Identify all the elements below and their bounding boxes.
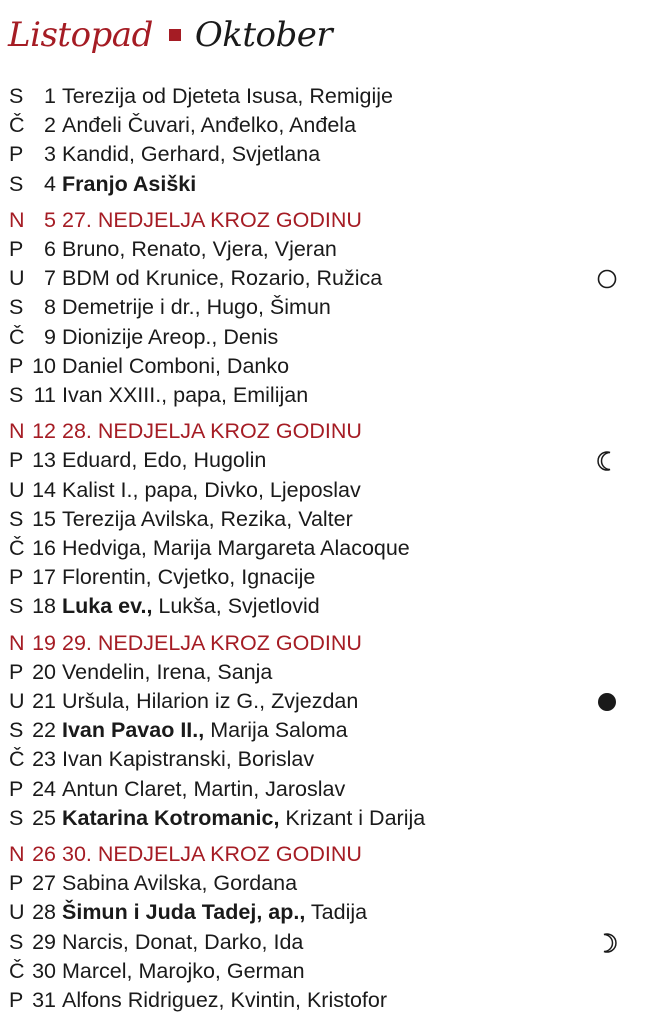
weekday-letter: U bbox=[9, 266, 25, 291]
day-number: 7 bbox=[44, 266, 56, 291]
weekday-letter: Č bbox=[9, 324, 25, 349]
first-quarter-moon-icon bbox=[596, 932, 618, 954]
day-number: 11 bbox=[33, 383, 56, 407]
names-text: 30. NEDJELJA KROZ GODINU bbox=[62, 842, 362, 866]
saint-names bbox=[62, 592, 320, 620]
feast-name-bold: Franjo Asiški bbox=[62, 171, 197, 196]
day-number: 27 bbox=[32, 871, 56, 896]
day-number: 23 bbox=[32, 747, 56, 772]
weekday-letter: P bbox=[9, 565, 24, 590]
names-text: 27. NEDJELJA KROZ GODINU bbox=[62, 207, 362, 232]
saint-names bbox=[62, 928, 303, 956]
names-text: Narcis, Donat, Darko, Ida bbox=[62, 929, 304, 954]
day-row bbox=[0, 898, 668, 926]
saint-names bbox=[62, 629, 362, 657]
weekday-letter: P bbox=[9, 988, 24, 1012]
names-text: Marcel, Marojko, German bbox=[62, 958, 305, 983]
saint-names bbox=[62, 804, 425, 832]
names-text: Antun Claret, Martin, Jaroslav bbox=[62, 776, 346, 801]
day-number: 5 bbox=[44, 207, 56, 232]
weekday-letter: N bbox=[9, 207, 25, 232]
month-title-croatian: Listopad bbox=[8, 15, 153, 55]
day-number: 24 bbox=[32, 776, 56, 801]
day-row bbox=[0, 957, 668, 985]
saint-names bbox=[62, 140, 320, 168]
day-number: 20 bbox=[32, 659, 56, 684]
day-row bbox=[0, 446, 668, 474]
day-number: 2 bbox=[44, 113, 56, 138]
day-number: 30 bbox=[32, 958, 56, 983]
weekday-letter: S bbox=[9, 383, 24, 407]
weekday-letter: Č bbox=[9, 958, 25, 983]
day-row bbox=[0, 658, 668, 686]
saint-names bbox=[62, 957, 305, 985]
day-number: 26 bbox=[32, 842, 56, 866]
saint-names bbox=[62, 505, 353, 533]
day-number: 8 bbox=[44, 295, 56, 320]
day-number: 19 bbox=[32, 630, 56, 655]
saint-names bbox=[62, 170, 196, 198]
day-row bbox=[0, 293, 668, 321]
day-row bbox=[0, 592, 668, 620]
day-number: 6 bbox=[44, 237, 56, 261]
day-row bbox=[0, 745, 668, 773]
day-row bbox=[0, 505, 668, 533]
weekday-letter: P bbox=[9, 237, 24, 261]
names-text: Tadija bbox=[305, 900, 368, 925]
weekday-letter: P bbox=[9, 776, 24, 801]
weekday-letter: N bbox=[9, 630, 25, 655]
names-text: Alfons Ridriguez, Kvintin, Kristofor bbox=[62, 988, 388, 1012]
sunday-row bbox=[0, 629, 668, 657]
names-text: Vendelin, Irena, Sanja bbox=[62, 659, 273, 684]
saint-names bbox=[62, 986, 387, 1014]
calendar-header bbox=[8, 10, 332, 60]
names-text: Ivan Kapistranski, Borislav bbox=[62, 747, 315, 772]
names-text: Demetrije i dr., Hugo, Šimun bbox=[62, 295, 331, 320]
day-row bbox=[0, 476, 668, 504]
names-text: Krizant i Darija bbox=[279, 805, 426, 830]
names-text: Terezija Avilska, Rezika, Valter bbox=[62, 506, 353, 531]
day-row bbox=[0, 323, 668, 351]
feast-name-bold: Ivan Pavao II., bbox=[62, 718, 205, 743]
weekday-letter: U bbox=[9, 900, 25, 925]
sunday-row bbox=[0, 840, 668, 868]
feast-name-bold: Katarina Kotromanic, bbox=[62, 805, 280, 830]
day-number: 3 bbox=[44, 142, 56, 167]
saint-names bbox=[62, 869, 297, 897]
saint-names bbox=[62, 352, 289, 380]
day-row bbox=[0, 111, 668, 139]
saint-names bbox=[62, 476, 361, 504]
weekday-letter: N bbox=[9, 842, 25, 866]
names-text: Lukša, Svjetlovid bbox=[152, 594, 320, 619]
full-moon-icon bbox=[596, 268, 618, 290]
saint-names bbox=[62, 840, 362, 868]
saint-names bbox=[62, 898, 367, 926]
names-text: Uršula, Hilarion iz G., Zvjezdan bbox=[62, 689, 359, 713]
separator-square-icon bbox=[169, 29, 181, 41]
feast-name-bold: Luka ev., bbox=[62, 594, 153, 619]
names-text: Bruno, Renato, Vjera, Vjeran bbox=[62, 237, 337, 261]
day-number: 22 bbox=[32, 718, 56, 743]
names-text: Sabina Avilska, Gordana bbox=[62, 871, 298, 896]
day-row bbox=[0, 869, 668, 897]
weekday-letter: P bbox=[9, 659, 24, 684]
names-text: Ivan XXIII., papa, Emilijan bbox=[62, 383, 309, 407]
day-row bbox=[0, 986, 668, 1014]
weekday-letter: S bbox=[9, 171, 24, 196]
names-text: Eduard, Edo, Hugolin bbox=[62, 448, 267, 473]
names-text: Florentin, Cvjetko, Ignacije bbox=[62, 565, 316, 590]
weekday-letter: S bbox=[9, 506, 24, 531]
weekday-letter: Č bbox=[9, 536, 25, 560]
saint-names bbox=[62, 293, 331, 321]
saint-names bbox=[62, 658, 272, 686]
names-text: Kandid, Gerhard, Svjetlana bbox=[62, 142, 321, 167]
day-row bbox=[0, 716, 668, 744]
saint-names bbox=[62, 446, 266, 474]
weekday-letter: N bbox=[9, 419, 25, 444]
day-row bbox=[0, 928, 668, 956]
day-row bbox=[0, 140, 668, 168]
day-number: 15 bbox=[32, 506, 56, 531]
weekday-letter: S bbox=[9, 594, 24, 619]
names-text: Terezija od Djeteta Isusa, Remigije bbox=[62, 84, 394, 108]
day-number: 1 bbox=[44, 84, 56, 108]
saint-names bbox=[62, 264, 382, 292]
weekday-letter: Č bbox=[9, 113, 25, 138]
month-title-old-croatian: Oktober bbox=[194, 15, 333, 55]
day-number: 18 bbox=[32, 594, 56, 619]
day-row bbox=[0, 264, 668, 292]
day-number: 10 bbox=[32, 353, 56, 378]
weekday-letter: S bbox=[9, 929, 24, 954]
last-quarter-moon-icon bbox=[596, 450, 618, 472]
names-text: Anđeli Čuvari, Anđelko, Anđela bbox=[62, 113, 357, 138]
day-number: 29 bbox=[32, 929, 56, 954]
saint-names bbox=[62, 563, 315, 591]
saint-names bbox=[62, 111, 356, 139]
day-row bbox=[0, 352, 668, 380]
day-number: 12 bbox=[32, 419, 56, 444]
names-text: Daniel Comboni, Danko bbox=[62, 353, 290, 378]
weekday-letter: U bbox=[9, 477, 25, 502]
saint-names bbox=[62, 323, 278, 351]
weekday-letter: P bbox=[9, 353, 24, 378]
day-row bbox=[0, 170, 668, 198]
day-number: 31 bbox=[32, 988, 56, 1012]
day-number: 14 bbox=[32, 477, 56, 502]
day-row bbox=[0, 563, 668, 591]
day-number: 21 bbox=[32, 689, 56, 713]
names-text: Marija Saloma bbox=[204, 718, 348, 743]
sunday-row bbox=[0, 417, 668, 445]
saint-names bbox=[62, 82, 393, 110]
saint-names bbox=[62, 206, 362, 234]
saint-names bbox=[62, 775, 345, 803]
weekday-letter: S bbox=[9, 718, 24, 743]
saint-names bbox=[62, 716, 348, 744]
feast-name-bold: Šimun i Juda Tadej, ap., bbox=[62, 900, 306, 925]
names-text: Kalist I., papa, Divko, Ljeposlav bbox=[62, 477, 361, 502]
names-text: BDM od Krunice, Rozario, Ružica bbox=[62, 266, 383, 291]
day-number: 16 bbox=[32, 536, 56, 560]
weekday-letter: P bbox=[9, 142, 24, 167]
names-text: Dionizije Areop., Denis bbox=[62, 324, 279, 349]
day-row bbox=[0, 804, 668, 832]
names-text: 29. NEDJELJA KROZ GODINU bbox=[62, 630, 362, 655]
weekday-letter: P bbox=[9, 448, 24, 473]
saint-names bbox=[62, 417, 362, 445]
day-number: 28 bbox=[32, 900, 56, 925]
weekday-letter: Č bbox=[9, 747, 25, 772]
saint-names bbox=[62, 745, 314, 773]
day-row bbox=[0, 381, 668, 409]
weekday-letter: S bbox=[9, 295, 24, 320]
saint-names bbox=[62, 687, 358, 715]
day-row bbox=[0, 235, 668, 263]
day-row bbox=[0, 687, 668, 715]
day-number: 17 bbox=[32, 565, 56, 590]
saint-names bbox=[62, 534, 410, 562]
weekday-letter: S bbox=[9, 805, 24, 830]
day-number: 25 bbox=[32, 805, 56, 830]
day-number: 9 bbox=[44, 324, 56, 349]
day-row bbox=[0, 534, 668, 562]
weekday-letter: U bbox=[9, 689, 25, 713]
saint-names bbox=[62, 235, 337, 263]
sunday-row bbox=[0, 206, 668, 234]
day-row bbox=[0, 775, 668, 803]
day-row bbox=[0, 82, 668, 110]
saint-names bbox=[62, 381, 308, 409]
names-text: 28. NEDJELJA KROZ GODINU bbox=[62, 419, 362, 444]
weekday-letter: P bbox=[9, 871, 24, 896]
day-number: 4 bbox=[44, 171, 56, 196]
new-moon-icon bbox=[596, 691, 618, 713]
day-number: 13 bbox=[32, 448, 56, 473]
weekday-letter: S bbox=[9, 84, 24, 108]
names-text: Hedviga, Marija Margareta Alacoque bbox=[62, 536, 410, 560]
